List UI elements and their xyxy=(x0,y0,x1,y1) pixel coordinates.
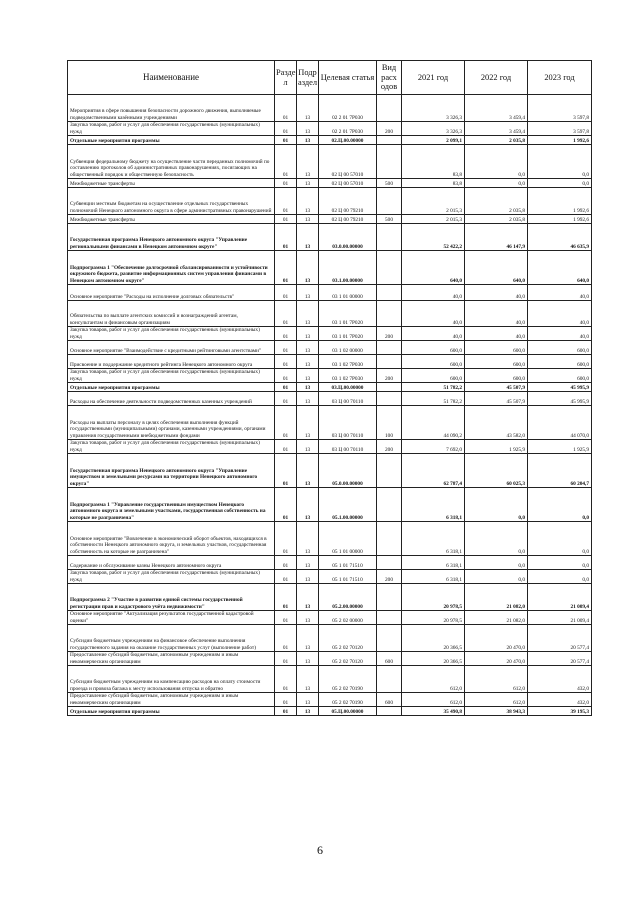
cell-year-2021: 6 318,1 xyxy=(402,556,465,570)
cell-year-2023: 45 995,9 xyxy=(528,383,592,392)
cell-year-2022: 0,0 xyxy=(465,522,528,556)
cell-podrazdel: 13 xyxy=(297,584,319,611)
cell-year-2022: 0,0 xyxy=(465,556,528,570)
cell-target-article: 03 1 01 00000 xyxy=(319,285,377,301)
cell-target-article: 05 2 02 70190 xyxy=(319,666,377,693)
cell-razdel: 01 xyxy=(275,251,297,285)
cell-podrazdel: 13 xyxy=(297,406,319,440)
cell-year-2021: 40,0 xyxy=(402,285,465,301)
cell-expense-type: 200 xyxy=(377,440,402,454)
header-expense-type: Вид расх одов xyxy=(377,61,402,95)
cell-name: Предоставление субсидий бюджетным, автономным учреждениям и иным некоммерческим организациям xyxy=(68,693,275,707)
cell-year-2023: 1 992,6 xyxy=(528,136,592,145)
cell-name: Обязательства по выплате агентских комиссий и вознаграждений агентам, консультантам и финансовым организациям xyxy=(68,301,275,327)
table-row xyxy=(68,652,592,666)
cell-podrazdel: 13 xyxy=(297,454,319,488)
cell-target-article: 02.Ц.00.00000 xyxy=(319,136,377,145)
cell-razdel: 01 xyxy=(275,188,297,215)
cell-razdel: 01 xyxy=(275,369,297,383)
cell-podrazdel: 13 xyxy=(297,392,319,406)
cell-year-2023: 39 195,3 xyxy=(528,707,592,716)
cell-podrazdel: 13 xyxy=(297,179,319,188)
table-row xyxy=(68,556,592,570)
cell-podrazdel: 13 xyxy=(297,215,319,224)
cell-year-2023: 60 204,7 xyxy=(528,454,592,488)
cell-year-2022: 0,0 xyxy=(465,570,528,584)
cell-expense-type xyxy=(377,625,402,652)
table-row xyxy=(68,341,592,355)
cell-expense-type xyxy=(377,285,402,301)
cell-year-2021: 40,0 xyxy=(402,327,465,341)
cell-year-2022: 43 582,0 xyxy=(465,406,528,440)
cell-year-2021: 35 490,8 xyxy=(402,707,465,716)
cell-target-article: 02 Ц 00 79210 xyxy=(319,188,377,215)
cell-razdel: 01 xyxy=(275,95,297,122)
cell-podrazdel: 13 xyxy=(297,625,319,652)
cell-expense-type xyxy=(377,383,402,392)
cell-name: Содержание и обслуживание казны Ненецкого автономного округа xyxy=(68,556,275,570)
cell-razdel: 01 xyxy=(275,570,297,584)
cell-year-2021: 7 692,0 xyxy=(402,440,465,454)
cell-razdel: 01 xyxy=(275,145,297,179)
cell-name: Основное мероприятие "Актуализация результатов государственной кадастровой оценки" xyxy=(68,611,275,625)
cell-podrazdel: 13 xyxy=(297,666,319,693)
cell-expense-type xyxy=(377,707,402,716)
cell-podrazdel: 13 xyxy=(297,369,319,383)
cell-expense-type xyxy=(377,611,402,625)
cell-target-article: 03 Ц 00 70110 xyxy=(319,440,377,454)
cell-podrazdel: 13 xyxy=(297,440,319,454)
cell-name: Закупка товаров, работ и услуг для обеспечения государственных (муниципальных) нужд xyxy=(68,440,275,454)
table-row xyxy=(68,570,592,584)
cell-year-2022: 46 147,9 xyxy=(465,224,528,251)
cell-name: Основное мероприятие "Вовлечение в экономический оборот объектов, находящихся в собственности Ненецкого автономного округа, и земельных участков, государственная собственность на которые не разграничена" xyxy=(68,522,275,556)
cell-year-2023: 40,0 xyxy=(528,285,592,301)
table-row xyxy=(68,327,592,341)
table-row xyxy=(68,301,592,327)
cell-razdel: 01 xyxy=(275,406,297,440)
cell-expense-type xyxy=(377,251,402,285)
cell-year-2023: 20 577,4 xyxy=(528,652,592,666)
cell-year-2021: 6 318,1 xyxy=(402,522,465,556)
table-row xyxy=(68,693,592,707)
cell-name: Межбюджетные трансферты xyxy=(68,179,275,188)
cell-year-2022: 2 035,8 xyxy=(465,215,528,224)
header-podrazdel: Подр аздел xyxy=(297,61,319,95)
cell-year-2021: 20 978,5 xyxy=(402,611,465,625)
cell-podrazdel: 13 xyxy=(297,707,319,716)
cell-razdel: 01 xyxy=(275,301,297,327)
cell-name: Расходы на обеспечение деятельности подведомственных казенных учреждений xyxy=(68,392,275,406)
cell-razdel: 01 xyxy=(275,488,297,522)
cell-expense-type xyxy=(377,224,402,251)
cell-razdel: 01 xyxy=(275,179,297,188)
cell-razdel: 01 xyxy=(275,355,297,369)
cell-expense-type: 200 xyxy=(377,122,402,136)
cell-razdel: 01 xyxy=(275,611,297,625)
cell-year-2021: 52 422,2 xyxy=(402,224,465,251)
cell-year-2021: 6 318,1 xyxy=(402,570,465,584)
cell-year-2022: 60 025,3 xyxy=(465,454,528,488)
cell-podrazdel: 13 xyxy=(297,251,319,285)
cell-target-article: 03 1 02 00000 xyxy=(319,341,377,355)
cell-expense-type xyxy=(377,95,402,122)
cell-name: Расходы на выплаты персоналу в целях обеспечения выполнения функций государственными (муниципальными) органами, казенными учреждениями, органами управления государственными внебюджетными фондами xyxy=(68,406,275,440)
table-body xyxy=(68,95,592,716)
page-number: 6 xyxy=(317,843,323,857)
cell-year-2023: 3 597,8 xyxy=(528,122,592,136)
cell-name: Предоставление субсидий бюджетным, автономным учреждениям и иным некоммерческим организациям xyxy=(68,652,275,666)
cell-podrazdel: 13 xyxy=(297,188,319,215)
cell-name: Основное мероприятие "Расходы на исполнение долговых обязательств" xyxy=(68,285,275,301)
cell-year-2022: 1 925,9 xyxy=(465,440,528,454)
cell-expense-type xyxy=(377,145,402,179)
cell-year-2021: 600,0 xyxy=(402,341,465,355)
cell-expense-type xyxy=(377,392,402,406)
cell-razdel: 01 xyxy=(275,215,297,224)
cell-name: Закупка товаров, работ и услуг для обеспечения государственных (муниципальных) нужд xyxy=(68,122,275,136)
cell-razdel: 01 xyxy=(275,136,297,145)
cell-year-2022: 3 459,4 xyxy=(465,95,528,122)
cell-year-2022: 20 470,0 xyxy=(465,625,528,652)
cell-name: Государственная программа Ненецкого автономного округа "Управление имуществом и земельными ресурсами на территории Ненецкого автономного округа" xyxy=(68,454,275,488)
cell-razdel: 01 xyxy=(275,707,297,716)
cell-razdel: 01 xyxy=(275,584,297,611)
cell-year-2022: 40,0 xyxy=(465,285,528,301)
cell-expense-type xyxy=(377,666,402,693)
cell-year-2023: 0,0 xyxy=(528,522,592,556)
cell-year-2023: 44 070,0 xyxy=(528,406,592,440)
cell-year-2021: 600,0 xyxy=(402,355,465,369)
cell-year-2023: 0,0 xyxy=(528,179,592,188)
cell-razdel: 01 xyxy=(275,556,297,570)
cell-target-article: 05 1 01 00000 xyxy=(319,522,377,556)
cell-target-article: 05.2.00.00000 xyxy=(319,584,377,611)
cell-year-2022: 45 507,9 xyxy=(465,392,528,406)
cell-year-2023: 3 597,8 xyxy=(528,95,592,122)
cell-year-2022: 0,0 xyxy=(465,145,528,179)
cell-razdel: 01 xyxy=(275,454,297,488)
cell-target-article: 05 1 01 71510 xyxy=(319,556,377,570)
cell-podrazdel: 13 xyxy=(297,611,319,625)
header-name: Наименование xyxy=(68,61,275,95)
cell-podrazdel: 13 xyxy=(297,95,319,122)
cell-year-2021: 2 099,1 xyxy=(402,136,465,145)
table-row xyxy=(68,707,592,716)
cell-podrazdel: 13 xyxy=(297,122,319,136)
cell-year-2021: 3 326,3 xyxy=(402,122,465,136)
cell-name: Мероприятия в сфере повышения безопасности дорожного движения, выполняемые подведомственными казёнными учреждениями xyxy=(68,95,275,122)
cell-year-2022: 38 943,3 xyxy=(465,707,528,716)
cell-year-2021: 3 326,3 xyxy=(402,95,465,122)
table-row xyxy=(68,188,592,215)
table-row xyxy=(68,251,592,285)
cell-podrazdel: 13 xyxy=(297,488,319,522)
table-row xyxy=(68,224,592,251)
table-row xyxy=(68,625,592,652)
cell-year-2023: 0,0 xyxy=(528,556,592,570)
cell-year-2022: 3 459,4 xyxy=(465,122,528,136)
cell-name: Субвенции местным бюджетам на осуществление отдельных государственных полномочий Ненецкого автономного округа в сфере административных правонарушений xyxy=(68,188,275,215)
cell-podrazdel: 13 xyxy=(297,570,319,584)
cell-year-2022: 40,0 xyxy=(465,301,528,327)
cell-year-2023: 1 925,9 xyxy=(528,440,592,454)
cell-target-article: 03 1 02 7Р030 xyxy=(319,355,377,369)
cell-year-2023: 40,0 xyxy=(528,327,592,341)
table-row xyxy=(68,215,592,224)
cell-year-2023: 600,0 xyxy=(528,369,592,383)
cell-year-2021: 51 782,2 xyxy=(402,383,465,392)
cell-expense-type xyxy=(377,522,402,556)
table-row xyxy=(68,95,592,122)
cell-podrazdel: 13 xyxy=(297,285,319,301)
table-row xyxy=(68,611,592,625)
table-row xyxy=(68,406,592,440)
cell-podrazdel: 13 xyxy=(297,327,319,341)
cell-podrazdel: 13 xyxy=(297,383,319,392)
cell-target-article: 03 1 02 7Р030 xyxy=(319,369,377,383)
table-row xyxy=(68,522,592,556)
cell-year-2023: 21 009,4 xyxy=(528,584,592,611)
cell-expense-type: 500 xyxy=(377,215,402,224)
cell-target-article: 03 1 01 7Р020 xyxy=(319,327,377,341)
cell-razdel: 01 xyxy=(275,285,297,301)
cell-year-2023: 432,0 xyxy=(528,666,592,693)
cell-year-2023: 432,0 xyxy=(528,693,592,707)
table-row xyxy=(68,488,592,522)
cell-year-2021: 2 015,3 xyxy=(402,188,465,215)
cell-year-2023: 1 992,6 xyxy=(528,215,592,224)
cell-target-article: 02 Ц 00 57010 xyxy=(319,145,377,179)
header-razdel: Разде л xyxy=(275,61,297,95)
cell-name: Отдельные мероприятия программы xyxy=(68,707,275,716)
cell-target-article: 02 Ц 00 79210 xyxy=(319,215,377,224)
cell-year-2023: 0,0 xyxy=(528,570,592,584)
table-row xyxy=(68,285,592,301)
table-row xyxy=(68,122,592,136)
cell-year-2021: 600,0 xyxy=(402,369,465,383)
cell-year-2021: 44 090,2 xyxy=(402,406,465,440)
budget-sheet xyxy=(67,60,591,716)
cell-expense-type: 100 xyxy=(377,406,402,440)
cell-year-2021: 612,0 xyxy=(402,693,465,707)
cell-year-2023: 600,0 xyxy=(528,341,592,355)
cell-year-2023: 1 992,6 xyxy=(528,188,592,215)
cell-year-2023: 600,0 xyxy=(528,355,592,369)
cell-year-2022: 40,0 xyxy=(465,327,528,341)
cell-expense-type: 200 xyxy=(377,570,402,584)
cell-year-2022: 21 082,0 xyxy=(465,584,528,611)
cell-year-2021: 612,0 xyxy=(402,666,465,693)
cell-expense-type: 600 xyxy=(377,693,402,707)
cell-expense-type xyxy=(377,454,402,488)
cell-expense-type xyxy=(377,188,402,215)
cell-year-2023: 45 995,9 xyxy=(528,392,592,406)
cell-year-2021: 20 366,5 xyxy=(402,652,465,666)
cell-name: Закупка товаров, работ и услуг для обеспечения государственных (муниципальных) нужд xyxy=(68,327,275,341)
cell-expense-type xyxy=(377,556,402,570)
cell-name: Субсидии бюджетным учреждениям на финансовое обеспечение выполнения государственного задания на оказание государственных услуг (выполнение работ) xyxy=(68,625,275,652)
cell-year-2021: 62 787,4 xyxy=(402,454,465,488)
cell-podrazdel: 13 xyxy=(297,136,319,145)
cell-name: Подпрограмма 1 "Обеспечение долгосрочной сбалансированности и устойчивости окружного бюджета, развитие информационных систем управления финансами в Ненецком автономном округе" xyxy=(68,251,275,285)
cell-target-article: 05 1 01 71510 xyxy=(319,570,377,584)
cell-year-2022: 2 035,8 xyxy=(465,136,528,145)
header-target-article: Целевая статья xyxy=(319,61,377,95)
cell-year-2022: 21 082,0 xyxy=(465,611,528,625)
cell-year-2023: 20 577,4 xyxy=(528,625,592,652)
budget-table xyxy=(67,60,592,716)
header-year-2023: 2023 год xyxy=(528,61,592,95)
cell-podrazdel: 13 xyxy=(297,341,319,355)
cell-year-2022: 0,0 xyxy=(465,179,528,188)
cell-year-2021: 6 318,1 xyxy=(402,488,465,522)
cell-year-2023: 46 635,9 xyxy=(528,224,592,251)
cell-target-article: 05 2 02 70190 xyxy=(319,693,377,707)
cell-year-2021: 83,8 xyxy=(402,179,465,188)
cell-target-article: 02 2 01 7Р030 xyxy=(319,122,377,136)
cell-year-2022: 640,0 xyxy=(465,251,528,285)
cell-year-2022: 20 470,0 xyxy=(465,652,528,666)
cell-target-article: 05.0.00.00000 xyxy=(319,454,377,488)
cell-razdel: 01 xyxy=(275,440,297,454)
cell-name: Основное мероприятие "Взаимодействие с кредитными рейтинговыми агентствами" xyxy=(68,341,275,355)
table-row xyxy=(68,383,592,392)
cell-podrazdel: 13 xyxy=(297,224,319,251)
cell-year-2021: 40,0 xyxy=(402,301,465,327)
cell-name: Отдельные мероприятия программы xyxy=(68,136,275,145)
cell-name: Субсидии бюджетным учреждениям на компенсацию расходов на оплату стоимости проезда и провоза багажа к месту использования отпуска и обратно xyxy=(68,666,275,693)
cell-razdel: 01 xyxy=(275,327,297,341)
cell-podrazdel: 13 xyxy=(297,301,319,327)
cell-target-article: 03.Ц.00.00000 xyxy=(319,383,377,392)
cell-target-article: 02 2 01 7Р030 xyxy=(319,95,377,122)
cell-expense-type xyxy=(377,301,402,327)
table-row xyxy=(68,179,592,188)
cell-target-article: 05.Ц.00.00000 xyxy=(319,707,377,716)
cell-expense-type: 500 xyxy=(377,179,402,188)
cell-year-2021: 51 782,2 xyxy=(402,392,465,406)
cell-year-2023: 0,0 xyxy=(528,488,592,522)
cell-target-article: 05 2 02 70120 xyxy=(319,652,377,666)
header-year-2021: 2021 год xyxy=(402,61,465,95)
cell-year-2021: 20 366,5 xyxy=(402,625,465,652)
cell-razdel: 01 xyxy=(275,341,297,355)
table-row xyxy=(68,666,592,693)
cell-target-article: 03.1.00.00000 xyxy=(319,251,377,285)
cell-name: Межбюджетные трансферты xyxy=(68,215,275,224)
cell-podrazdel: 13 xyxy=(297,652,319,666)
cell-name: Присвоение и поддержание кредитного рейтинга Ненецкого автономного округа xyxy=(68,355,275,369)
cell-name: Закупка товаров, работ и услуг для обеспечения государственных (муниципальных) нужд xyxy=(68,369,275,383)
cell-name: Подпрограмма 2 "Участие в развитии единой системы государственной регистрации прав и кадастрового учёта недвижимости" xyxy=(68,584,275,611)
cell-year-2021: 20 978,5 xyxy=(402,584,465,611)
cell-year-2023: 640,0 xyxy=(528,251,592,285)
cell-podrazdel: 13 xyxy=(297,355,319,369)
cell-target-article: 05 2 02 70120 xyxy=(319,625,377,652)
cell-name: Отдельные мероприятия программы xyxy=(68,383,275,392)
cell-expense-type: 200 xyxy=(377,327,402,341)
cell-target-article: 03 1 01 7Р020 xyxy=(319,301,377,327)
cell-year-2022: 600,0 xyxy=(465,355,528,369)
table-header-row xyxy=(68,61,592,95)
cell-year-2022: 612,0 xyxy=(465,693,528,707)
cell-target-article: 02 Ц 00 57010 xyxy=(319,179,377,188)
cell-year-2023: 40,0 xyxy=(528,301,592,327)
cell-target-article: 03.0.00.00000 xyxy=(319,224,377,251)
table-row xyxy=(68,369,592,383)
table-row xyxy=(68,355,592,369)
cell-expense-type xyxy=(377,584,402,611)
cell-podrazdel: 13 xyxy=(297,693,319,707)
cell-year-2022: 0,0 xyxy=(465,488,528,522)
cell-target-article: 05.1.00.00000 xyxy=(319,488,377,522)
cell-year-2022: 600,0 xyxy=(465,369,528,383)
cell-podrazdel: 13 xyxy=(297,556,319,570)
cell-year-2023: 0,0 xyxy=(528,145,592,179)
cell-year-2022: 612,0 xyxy=(465,666,528,693)
table-row xyxy=(68,454,592,488)
header-year-2022: 2022 год xyxy=(465,61,528,95)
cell-year-2021: 640,0 xyxy=(402,251,465,285)
cell-year-2022: 45 507,9 xyxy=(465,383,528,392)
cell-razdel: 01 xyxy=(275,522,297,556)
table-row xyxy=(68,145,592,179)
cell-expense-type xyxy=(377,136,402,145)
cell-year-2021: 2 015,3 xyxy=(402,215,465,224)
cell-podrazdel: 13 xyxy=(297,522,319,556)
cell-name: Государственная программа Ненецкого автономного округа "Управление региональными финансами в Ненецком автономном округе" xyxy=(68,224,275,251)
cell-target-article: 03 Ц 00 70110 xyxy=(319,406,377,440)
cell-target-article: 05 2 02 00000 xyxy=(319,611,377,625)
cell-razdel: 01 xyxy=(275,652,297,666)
cell-razdel: 01 xyxy=(275,383,297,392)
cell-year-2023: 21 009,4 xyxy=(528,611,592,625)
table-row xyxy=(68,440,592,454)
cell-name: Субвенция федеральному бюджету на осуществление части переданных полномочий по составлению протоколов об административных правонарушениях, посягающих на общественный порядок и общественную безопасность xyxy=(68,145,275,179)
cell-razdel: 01 xyxy=(275,392,297,406)
cell-expense-type: 600 xyxy=(377,652,402,666)
cell-name: Закупка товаров, работ и услуг для обеспечения государственных (муниципальных) нужд xyxy=(68,570,275,584)
cell-name: Подпрограмма 1 "Управление государственным имуществом Ненецкого автономного округа и земельными участками, государственная собственность на которые не разграничена" xyxy=(68,488,275,522)
cell-razdel: 01 xyxy=(275,224,297,251)
cell-year-2021: 83,8 xyxy=(402,145,465,179)
table-row xyxy=(68,392,592,406)
cell-expense-type xyxy=(377,341,402,355)
cell-razdel: 01 xyxy=(275,666,297,693)
cell-expense-type xyxy=(377,355,402,369)
cell-expense-type xyxy=(377,488,402,522)
cell-razdel: 01 xyxy=(275,625,297,652)
cell-year-2022: 600,0 xyxy=(465,341,528,355)
cell-target-article: 03 Ц 00 70110 xyxy=(319,392,377,406)
cell-podrazdel: 13 xyxy=(297,145,319,179)
cell-razdel: 01 xyxy=(275,122,297,136)
table-row xyxy=(68,136,592,145)
cell-razdel: 01 xyxy=(275,693,297,707)
cell-year-2022: 2 035,8 xyxy=(465,188,528,215)
table-row xyxy=(68,584,592,611)
cell-expense-type: 200 xyxy=(377,369,402,383)
